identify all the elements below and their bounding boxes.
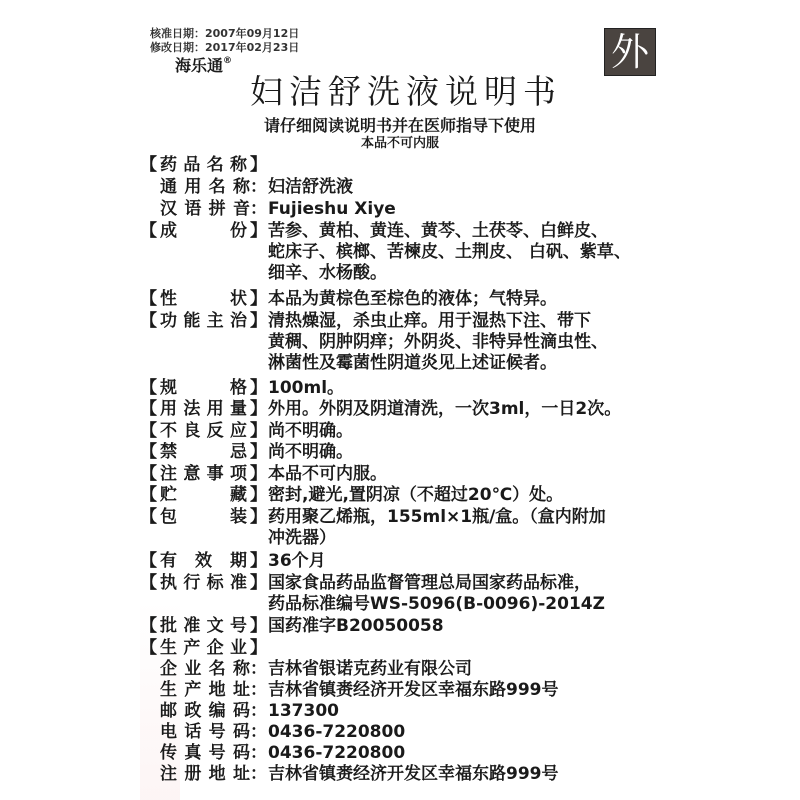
section-content [268, 507, 606, 549]
section-label [140, 638, 267, 659]
section-content [268, 616, 444, 637]
bracket-open: 【 [140, 442, 157, 462]
bracket-close: 】 [250, 221, 267, 241]
section-content [268, 464, 387, 485]
not-for-oral-use-notice: 本品不可内服 [360, 136, 439, 151]
document-title: 妇洁舒洗液说明书 [250, 72, 562, 111]
section-content [268, 399, 621, 420]
content-line: 100ml。 [268, 378, 345, 398]
label-text: 不良反应 [160, 421, 247, 441]
revision-date: 修改日期：2017年02月23日 [150, 41, 300, 54]
label-text: 企业名称 [160, 659, 250, 679]
section-content [268, 421, 353, 442]
content-line: 0436-7220800 [268, 743, 406, 763]
bracket-open: 【 [140, 399, 157, 419]
bracket-open: 【 [140, 421, 157, 441]
label-text: 注意事项 [160, 464, 247, 484]
label-text: 汉语拼音 [160, 199, 250, 219]
colon: ： [250, 743, 267, 763]
label-text: 执行标准 [160, 573, 247, 593]
label-text: 禁忌 [160, 442, 247, 462]
content-line: Fujieshu Xiye [268, 199, 396, 219]
bracket-close: 】 [250, 399, 267, 419]
content-line: 清热燥湿，杀虫止痒。用于湿热下注、带下 [268, 311, 591, 331]
bracket-open: 【 [140, 221, 157, 241]
section-label [140, 616, 267, 637]
content-line: 苦参、黄柏、黄连、黄芩、土茯苓、白鲜皮、 [268, 221, 608, 241]
content-line: 国药准字B20050058 [268, 616, 444, 636]
section-content [268, 442, 353, 463]
colon: ： [250, 701, 267, 721]
bracket-close: 】 [250, 311, 267, 331]
bracket-open: 【 [140, 378, 157, 398]
section-label [140, 221, 267, 242]
label-text: 传真号码 [160, 743, 250, 763]
section-content [268, 289, 557, 310]
colon: ： [250, 659, 267, 679]
bracket-close: 】 [250, 464, 267, 484]
bracket-close: 】 [250, 378, 267, 398]
content-line: 0436-7220800 [268, 722, 406, 742]
label-text: 注册地址 [160, 764, 250, 784]
content-line: 吉林省镇赉经济开发区幸福东路999号 [268, 680, 559, 700]
bracket-close: 】 [250, 507, 267, 527]
content-line: 本品不可内服。 [268, 464, 387, 484]
section-content [268, 743, 405, 764]
label-text: 邮政编码 [160, 701, 250, 721]
bracket-open: 【 [140, 573, 157, 593]
section-content [268, 573, 605, 615]
label-text: 功能主治 [160, 311, 247, 331]
section-content [268, 701, 339, 722]
section-label [140, 551, 267, 572]
brand-name [175, 57, 232, 75]
read-instructions-notice: 请仔细阅读说明书并在医师指导下使用 [263, 116, 536, 135]
section-content [268, 177, 353, 198]
label-text: 成份 [160, 221, 247, 241]
section-label [160, 659, 267, 680]
content-line: 外用。外阴及阴道清洗，一次3ml，一日2次。 [268, 399, 622, 419]
label-text: 性状 [160, 289, 247, 309]
section-content [268, 485, 563, 506]
section-content [268, 659, 472, 680]
content-line: 密封,避光,置阴凉（不超过20℃）处。 [268, 485, 564, 505]
section-label [160, 764, 267, 785]
bracket-close: 】 [250, 551, 267, 571]
section-label [160, 743, 267, 764]
content-line: 妇洁舒洗液 [268, 177, 353, 197]
colon: ： [250, 199, 267, 219]
bracket-open: 【 [140, 485, 157, 505]
content-line: 细辛、水杨酸。 [268, 263, 387, 283]
section-content [268, 199, 396, 220]
content-line: 蛇床子、槟榔、苦楝皮、土荆皮、 白矾、紫草、 [268, 242, 631, 262]
bracket-close: 】 [250, 155, 267, 175]
section-label [140, 399, 267, 420]
label-text: 包装 [160, 507, 247, 527]
label-text: 通用名称 [160, 177, 250, 197]
label-text: 贮藏 [160, 485, 247, 505]
bracket-open: 【 [140, 464, 157, 484]
section-label [140, 507, 267, 528]
label-text: 生产企业 [160, 638, 247, 658]
section-label [160, 177, 267, 198]
section-label [140, 485, 267, 506]
colon: ： [250, 764, 267, 784]
content-line: 36个月 [268, 551, 326, 571]
content-line: 吉林省银诺克药业有限公司 [268, 659, 472, 679]
bracket-open: 【 [140, 616, 157, 636]
bracket-open: 【 [140, 311, 157, 331]
section-label [140, 464, 267, 485]
bracket-close: 】 [250, 289, 267, 309]
section-content [268, 764, 559, 785]
bracket-close: 】 [250, 616, 267, 636]
bracket-close: 】 [250, 421, 267, 441]
content-line: 药品标准编号WS-5096(B-0096)-2014Z [268, 594, 605, 614]
section-label [140, 155, 267, 176]
label-text: 规格 [160, 378, 247, 398]
content-line: 本品为黄棕色至棕色的液体；气特异。 [268, 289, 557, 309]
bracket-open: 【 [140, 155, 157, 175]
section-label [140, 442, 267, 463]
label-text: 有效期 [160, 551, 247, 571]
content-line: 137300 [268, 701, 339, 721]
content-line: 药用聚乙烯瓶，155ml×1瓶/盒。（盒内附加 [268, 507, 606, 527]
label-text: 电话号码 [160, 722, 250, 742]
section-content [268, 680, 559, 701]
label-text: 药品名称 [160, 155, 247, 175]
section-label [160, 722, 267, 743]
colon: ： [250, 177, 267, 197]
brand-text: 海乐通 [175, 56, 224, 75]
label-text: 批准文号 [160, 616, 247, 636]
section-content [268, 551, 326, 572]
bracket-close: 】 [250, 485, 267, 505]
content-line: 尚不明确。 [268, 442, 353, 462]
content-line: 淋菌性及霉菌性阴道炎见上述证候者。 [268, 353, 557, 373]
bracket-close: 】 [250, 638, 267, 658]
content-line: 黄稠、阴肿阴痒；外阴炎、非特异性滴虫性、 [268, 332, 608, 352]
section-label [140, 378, 267, 399]
section-label [140, 573, 267, 594]
bracket-open: 【 [140, 551, 157, 571]
section-content [268, 722, 405, 743]
content-line: 吉林省镇赉经济开发区幸福东路999号 [268, 764, 559, 784]
section-label [160, 680, 267, 701]
colon: ： [250, 722, 267, 742]
bracket-open: 【 [140, 289, 157, 309]
label-text: 用法用量 [160, 399, 247, 419]
section-label [140, 311, 267, 332]
section-label [140, 289, 267, 310]
content-line: 冲洗器） [268, 528, 336, 548]
external-use-badge: 外 [604, 28, 656, 76]
section-label [160, 199, 267, 220]
registered-mark: ® [223, 56, 233, 66]
content-line: 尚不明确。 [268, 421, 353, 441]
bracket-close: 】 [250, 573, 267, 593]
section-label [140, 421, 267, 442]
section-label [160, 701, 267, 722]
colon: ： [250, 680, 267, 700]
content-line: 国家食品药品监督管理总局国家药品标准， [268, 573, 591, 593]
section-content [268, 378, 344, 399]
section-content [268, 311, 608, 374]
bracket-close: 】 [250, 442, 267, 462]
bracket-open: 【 [140, 507, 157, 527]
section-content [268, 221, 631, 284]
label-text: 生产地址 [160, 680, 250, 700]
bracket-open: 【 [140, 638, 157, 658]
approval-date: 核准日期：2007年09月12日 [150, 27, 300, 40]
